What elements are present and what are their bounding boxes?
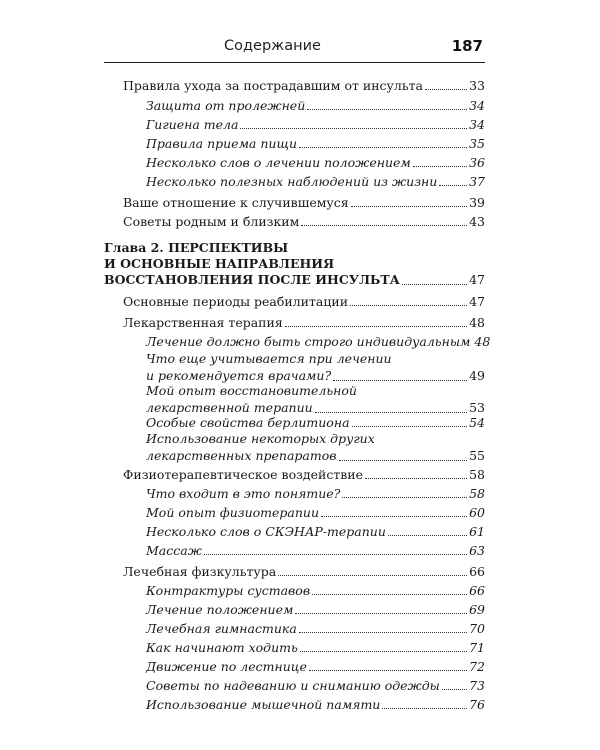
toc-subentry[interactable]: Использование некоторых других лекарственных препаратов 55: [146, 431, 485, 463]
toc-entry[interactable]: Основные периоды реабилитации 47: [123, 294, 485, 309]
page-number: 187: [451, 37, 483, 55]
toc-subentry[interactable]: Правила приема пищи 35: [146, 136, 485, 151]
toc-subentry[interactable]: Защита от пролежней 34: [146, 98, 485, 113]
toc-subentry[interactable]: Использование мышечной памяти 76: [146, 697, 485, 712]
toc-subentry[interactable]: Массаж 63: [146, 543, 485, 558]
toc-subentry[interactable]: Мой опыт физиотерапии 60: [146, 505, 485, 520]
toc-subentry[interactable]: Несколько полезных наблюдений из жизни 37: [146, 174, 485, 189]
toc-entry[interactable]: Советы родным и близким 43: [123, 214, 485, 229]
toc-subentry[interactable]: Что входит в это понятие? 58: [146, 486, 485, 501]
toc-subentry[interactable]: Несколько слов о СКЭНАР-терапии 61: [146, 524, 485, 539]
toc-subentry[interactable]: Мой опыт восстановительной лекарственной терапии 53: [146, 383, 485, 415]
toc-subentry[interactable]: Как начинают ходить 71: [146, 640, 485, 655]
toc-entry[interactable]: Ваше отношение к случившемуся 39: [123, 195, 485, 210]
toc-entry[interactable]: Физиотерапевтическое воздействие 58: [123, 467, 485, 482]
running-header: [104, 36, 485, 63]
toc-subentry[interactable]: Что еще учитывается при лечении и рекомендуется врачами? 49: [146, 351, 485, 383]
toc-subentry[interactable]: Лечение должно быть строго индивидуальным 48: [146, 334, 491, 349]
toc-entry[interactable]: Правила ухода за пострадавшим от инсульта 33: [123, 78, 485, 93]
toc-subentry[interactable]: Особые свойства берлитиона 54: [146, 415, 485, 430]
toc-entry[interactable]: Лекарственная терапия 48: [123, 315, 485, 330]
toc-subentry[interactable]: Контрактуры суставов 66: [146, 583, 485, 598]
header-title: Содержание: [224, 38, 321, 54]
toc-subentry[interactable]: Лечебная гимнастика 70: [146, 621, 485, 636]
toc-subentry[interactable]: Движение по лестнице 72: [146, 659, 485, 674]
toc-entry[interactable]: Лечебная физкультура 66: [123, 564, 485, 579]
toc-subentry[interactable]: Несколько слов о лечении положением 36: [146, 155, 485, 170]
toc-subentry[interactable]: Лечение положением 69: [146, 602, 485, 617]
toc-subentry[interactable]: Советы по надеванию и сниманию одежды 73: [146, 678, 485, 693]
dot-leader: [425, 89, 467, 90]
toc-subentry[interactable]: Гигиена тела 34: [146, 117, 485, 132]
chapter-heading[interactable]: Глава 2. ПЕРСПЕКТИВЫ И ОСНОВНЫЕ НАПРАВЛЕНИЯ ВОССТАНОВЛЕНИЯ ПОСЛЕ ИНСУЛЬТА 47: [104, 240, 485, 287]
